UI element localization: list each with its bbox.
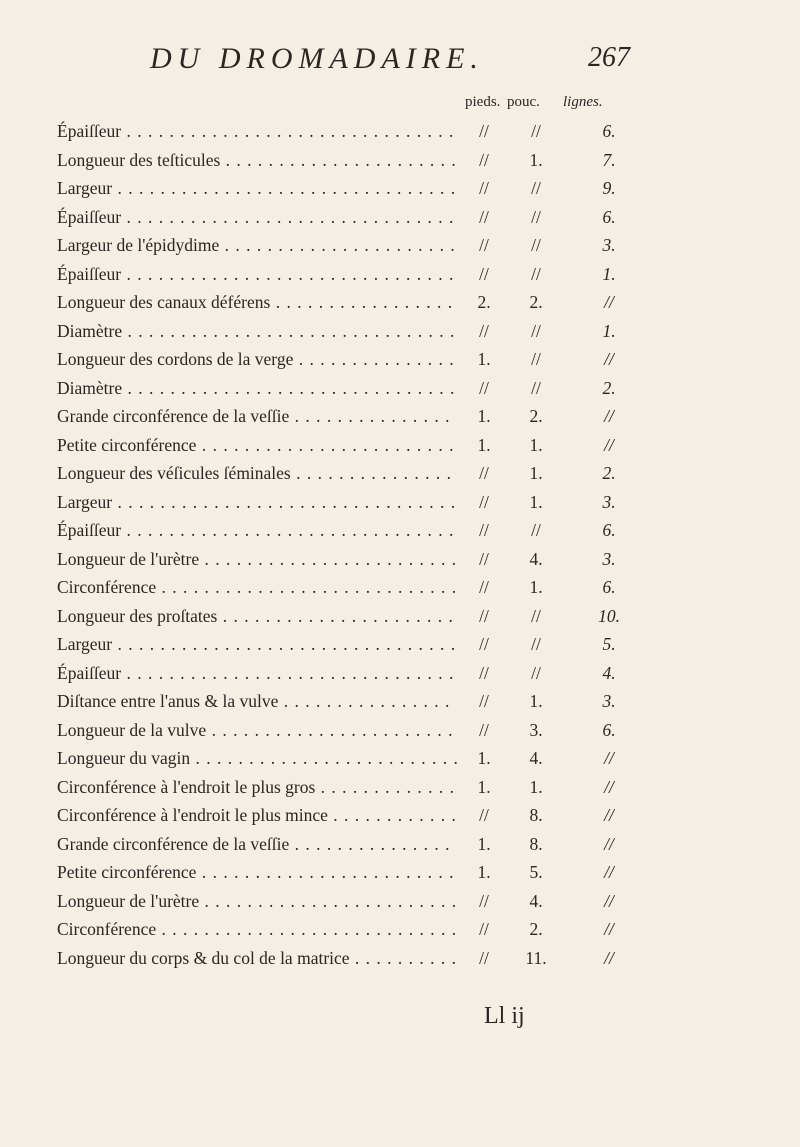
lignes-value: // [604,919,614,939]
pieds-value: // [479,491,489,512]
table-row [57,317,647,346]
pieds-value: // [479,605,489,626]
table-row [57,203,647,232]
measurement-label: Épaiſſeur . . . [57,663,457,684]
table-row [57,801,647,830]
pieds-value: 1. [477,748,491,768]
table-row [57,431,647,460]
measurement-label: Diamètre . . . [57,321,457,342]
table-row [57,716,647,745]
measurement-label: Grande circonférence de la veſſie . . . [57,406,457,427]
pieds-value: 1. [477,776,491,797]
measurement-label: Largeur . . . [57,634,457,655]
pieds-value: // [479,805,489,825]
measurement-label: Longueur du corps & du col de la matrice . . . [57,948,457,969]
measurement-label: Grande circonférence de la veſſie . . . [57,834,457,855]
pieds-value: // [479,463,489,483]
lignes-value: 4. [602,662,616,683]
column-header-pieds: pieds. [465,94,501,110]
measurement-label: Circonférence . . . [57,577,457,598]
measurement-label: Largeur de l'épidydime . . . [57,235,457,256]
pouces-value: // [531,349,541,369]
pouces-value: 1. [529,691,543,711]
pouces-value: 1. [529,776,543,797]
table-row [57,887,647,916]
lignes-value: 3. [602,548,616,569]
table-row [57,687,647,716]
lignes-value: 6. [602,206,616,227]
table-row [57,659,647,688]
lignes-value: 9. [602,178,616,198]
table-row [57,402,647,431]
pouces-value: 4. [529,548,543,569]
pouces-value: 11. [525,947,547,968]
lignes-value: 3. [602,491,616,512]
table-row [57,744,647,773]
table-row [57,288,647,317]
measurement-label: Longueur de l'urètre . . . [57,891,457,912]
lignes-value: 2. [602,377,616,398]
table-row [57,830,647,859]
pouces-value: // [531,235,541,255]
pieds-value: 1. [477,406,491,426]
table-row [57,231,647,260]
table-row [57,573,647,602]
pouces-value: // [531,206,541,227]
pieds-value: // [479,577,489,597]
lignes-value: 1. [602,320,616,341]
pieds-value: // [479,662,489,683]
pouces-value: // [531,178,541,198]
lignes-value: // [604,805,614,825]
pouces-value: 4. [529,890,543,911]
measurement-label: Petite circonférence . . . [57,862,457,883]
pouces-value: // [531,634,541,654]
pieds-value: // [479,890,489,911]
lignes-value: 3. [602,691,616,711]
measurement-label: Longueur des véſicules ſéminales . . . [57,463,457,484]
pouces-value: 1. [529,577,543,597]
measurement-label: Longueur de la vulve . . . [57,720,457,741]
pouces-value: // [531,263,541,284]
column-headers [455,94,630,114]
table-row [57,858,647,887]
pouces-value: // [531,121,541,141]
table-row [57,374,647,403]
lignes-value: // [604,890,614,911]
pouces-value: 1. [529,434,543,455]
pouces-value: 1. [529,491,543,512]
measurement-label: Longueur des teſticules . . . [57,150,457,171]
measurement-label: Petite circonférence . . . [57,435,457,456]
measurement-label: Longueur des cordons de la verge . . . [57,349,457,370]
measurement-label: Diſtance entre l'anus & la vulve . . . [57,691,457,712]
pouces-value: // [531,605,541,626]
pieds-value: // [479,919,489,939]
lignes-value: 6. [602,719,616,740]
pouces-value: 2. [529,292,543,312]
pieds-value: // [479,178,489,198]
table-row [57,459,647,488]
measurement-label: Largeur . . . [57,492,457,513]
table-row [57,345,647,374]
pieds-value: // [479,235,489,255]
measurement-label: Longueur de l'urètre . . . [57,549,457,570]
pouces-value: 3. [529,719,543,740]
pieds-value: // [479,520,489,540]
table-row [57,773,647,802]
pouces-value: 5. [529,862,543,882]
pouces-value: // [531,320,541,341]
table-row [57,944,647,973]
measurement-label: Épaiſſeur . . . [57,520,457,541]
lignes-value: // [604,776,614,797]
lignes-value: // [604,292,614,312]
pieds-value: 1. [477,434,491,455]
table-row [57,260,647,289]
pouces-value: 4. [529,748,543,768]
lignes-value: // [604,406,614,426]
pieds-value: 1. [477,833,491,854]
pouces-value: // [531,520,541,540]
pieds-value: // [479,121,489,141]
pieds-value: // [479,947,489,968]
pouces-value: 8. [529,833,543,854]
measurement-label: Épaiſſeur . . . [57,207,457,228]
table-row [57,117,647,146]
table-row [57,488,647,517]
pieds-value: // [479,206,489,227]
pouces-value: 8. [529,805,543,825]
table-row [57,630,647,659]
lignes-value: 2. [602,463,616,483]
lignes-value: // [604,434,614,455]
lignes-value: // [604,862,614,882]
column-header-lignes: lignes. [563,94,603,110]
pieds-value: // [479,719,489,740]
lignes-value: // [604,833,614,854]
measurement-label: Longueur des proſtates . . . [57,606,457,627]
pouces-value: 1. [529,463,543,483]
pouces-value: // [531,662,541,683]
measurement-label: Épaiſſeur . . . [57,121,457,142]
table-row [57,545,647,574]
pouces-value: 1. [529,149,543,170]
table-row [57,516,647,545]
column-header-pouces: pouc. [507,94,540,110]
running-header [150,42,630,82]
lignes-value: 6. [602,520,616,540]
lignes-value: 10. [598,605,620,626]
measurement-table [57,117,647,972]
lignes-value: // [604,947,614,968]
pieds-value: // [479,149,489,170]
measurement-label: Circonférence à l'endroit le plus mince . . . [57,805,457,826]
running-title: DU DROMADAIRE. [150,42,484,75]
pieds-value: 1. [477,349,491,369]
pouces-value: 2. [529,919,543,939]
lignes-value: // [604,748,614,768]
measurement-label: Longueur du vagin . . . [57,748,457,769]
measurement-label: Circonférence à l'endroit le plus gros . . . [57,777,457,798]
measurement-label: Longueur des canaux déférens . . . [57,292,457,313]
table-row [57,174,647,203]
measurement-label: Diamètre . . . [57,378,457,399]
lignes-value: 3. [602,235,616,255]
measurement-label: Épaiſſeur . . . [57,264,457,285]
pieds-value: // [479,377,489,398]
lignes-value: 6. [602,121,616,141]
pieds-value: // [479,691,489,711]
pouces-value: // [531,377,541,398]
table-row [57,146,647,175]
signature-mark: Ll ij [484,1003,525,1029]
pieds-value: // [479,634,489,654]
page-number: 267 [588,42,630,73]
table-row [57,915,647,944]
measurement-label: Largeur . . . [57,178,457,199]
lignes-value: 1. [602,263,616,284]
lignes-value: 7. [602,149,616,170]
pieds-value: // [479,548,489,569]
pieds-value: 2. [477,292,491,312]
pieds-value: // [479,320,489,341]
lignes-value: // [604,349,614,369]
pieds-value: 1. [477,862,491,882]
measurement-label: Circonférence . . . [57,919,457,940]
lignes-value: 5. [602,634,616,654]
table-row [57,602,647,631]
lignes-value: 6. [602,577,616,597]
pieds-value: // [479,263,489,284]
pouces-value: 2. [529,406,543,426]
